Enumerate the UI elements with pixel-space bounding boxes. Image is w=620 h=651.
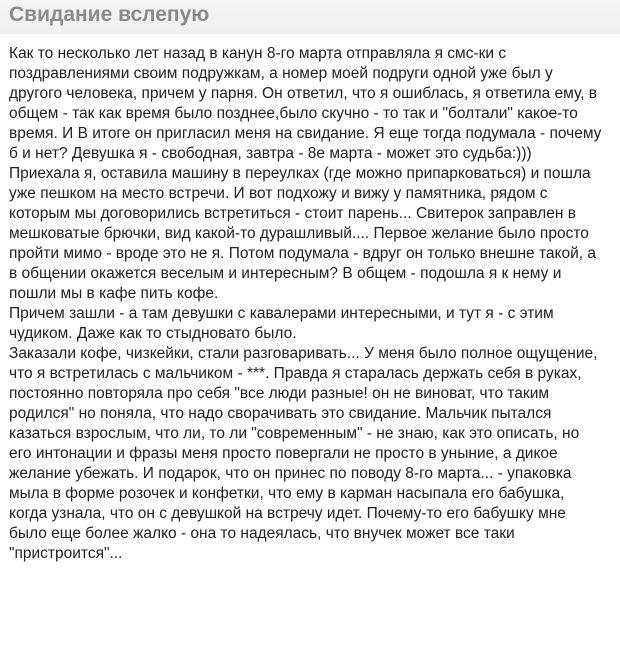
text-line: мешковатые брючки, вид какой-то дурашливый.... Первое желание было просто (9, 225, 589, 242)
text-line: родился" но поняла, что надо сворачивать это свидание. Мальчик пытался (9, 405, 552, 422)
text-line: поздравлениями своим подружкам, а номер моей подруги одной уже был у (9, 65, 553, 82)
text-line: постоянно повторяла про себя "все люди разные! он не виноват, что таким (9, 385, 550, 402)
text-line: мыла в форме розочек и конфетки, что ему в карман насыпала его бабушка, (9, 485, 565, 502)
text-line: которым мы договорились встретиться - стоит парень... Свитерок заправлен в (9, 205, 576, 222)
text-line: общем - так как время было позднее,было скучно - то так и "болтали" какое-то (9, 105, 578, 122)
text-line: Приехала я, оставила машину в переулках (где можно припарковаться) и пошла (9, 165, 591, 182)
text-line: другого человека, причем у парня. Он ответил, что я ошиблась, я ответила ему, в (9, 85, 598, 102)
text-line: б и нет? Девушка я - свободная, завтра - 8е марта - может это судьба:))) (9, 145, 532, 162)
text-line: Заказали кофе, чизкейки, стали разговаривать... У меня было полное ощущение, (9, 345, 598, 362)
text-line: когда узнала, что он с девушкой на встречу идет. Почему-то его бабушку мне (9, 505, 566, 522)
text-line: было еще более жалко - она то надеялась, что внучек может все таки (9, 525, 515, 542)
text-line: в общении окажется веселым и интересным? В общем - подошла я к нему и (9, 265, 562, 282)
text-line: время. И В итоге он пригласил меня на свидание. Я еще тогда подумала - почему (9, 125, 602, 142)
text-line: что я встретилась с мальчиком - ***. Правда я старалась держать себя в руках, (9, 365, 582, 382)
text-line: Причем зашли - а там девушки с кавалерами интересными, и тут я - с этим (9, 305, 554, 322)
text-line: Как то несколько лет назад в канун 8-го марта отправляла я смс-ки с (9, 45, 507, 62)
text-line: его интонации и фразы меня просто повергали не просто в уныние, а дикое (9, 445, 558, 462)
text-line: "пристроится"... (9, 545, 123, 562)
title-bar (0, 0, 620, 34)
text-line: пройти мимо - вроде это не я. Потом подумала - вдруг он только внешне такой, а (9, 245, 596, 262)
text-line: уже пешком на место встречи. И вот подхожу и вижу у памятника, рядом с (9, 185, 548, 202)
article-body (9, 44, 615, 564)
article-title: Свидание вслепую (9, 3, 210, 26)
text-line: пошли мы в кафе пить кофе. (9, 285, 219, 302)
text-line: желание убежать. И подарок, что он принес по поводу 8-го марта... - упаковка (9, 465, 572, 482)
text-line: чудиком. Даже как то стыдновато было. (9, 325, 297, 342)
text-line: казаться взрослым, что ли, то ли "современным" - не знаю, как это описать, но (9, 425, 580, 442)
